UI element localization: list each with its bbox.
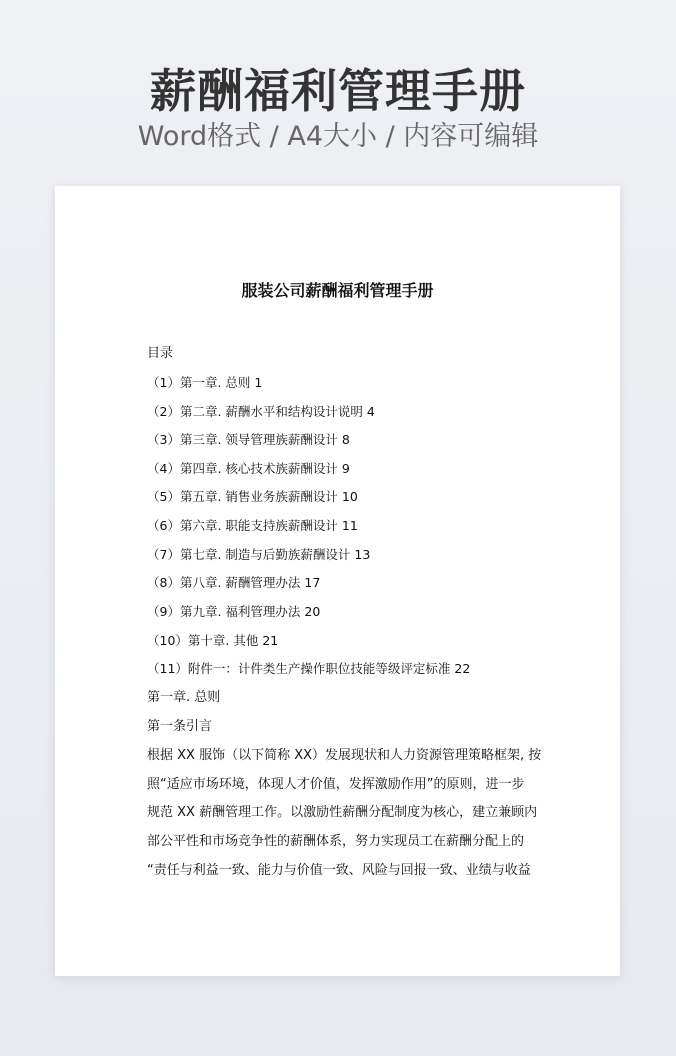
toc-item-text: 附件一：计件类生产操作职位技能等级评定标准 22: [187, 661, 471, 676]
toc-item: [147, 488, 358, 506]
toc-item-number: （3）: [147, 432, 180, 447]
body-line: 部公平性和市场竞争性的薪酬体系，努力实现员工在薪酬分配上的: [147, 834, 525, 849]
toc-item-number: （10）: [147, 633, 188, 648]
toc-item-text: 第十章. 其他 21: [187, 633, 279, 648]
toc-item: [147, 374, 262, 392]
banner-subtitle: Word格式 / A4大小 / 内容可编辑: [137, 121, 539, 152]
body-line: 规范 XX 薪酬管理工作。以激励性薪酬分配制度为核心，建立兼顾内: [147, 805, 538, 820]
toc-item-number: （11）: [147, 661, 188, 676]
toc-item: [147, 403, 375, 421]
toc-item-number: （7）: [147, 547, 180, 562]
toc-item-number: （4）: [147, 461, 180, 476]
toc-item-number: （9）: [147, 604, 180, 619]
toc-item: [147, 632, 278, 650]
toc-item: [147, 546, 370, 564]
chapter-heading: 第一章. 总则: [147, 690, 221, 705]
toc-item-text: 第一章. 总则 1: [179, 375, 263, 390]
toc-item-text: 第三章. 领导管理族薪酬设计 8: [179, 432, 350, 447]
toc-item-text: 第八章. 薪酬管理办法 17: [179, 575, 321, 590]
document-page: [55, 186, 620, 976]
toc-item-text: 第四章. 核心技术族薪酬设计 9: [179, 461, 350, 476]
toc-item-number: （1）: [147, 375, 180, 390]
toc-item: [147, 460, 350, 478]
article-heading: 第一条引言: [147, 719, 213, 734]
toc-item-text: 第六章. 职能支持族薪酬设计 11: [179, 518, 358, 533]
toc-item-number: （8）: [147, 575, 180, 590]
body-line: “责任与利益一致、能力与价值一致、风险与回报一致、业绩与收益: [147, 863, 531, 878]
toc-item-number: （5）: [147, 489, 180, 504]
toc-item-number: （6）: [147, 518, 180, 533]
toc-heading: 目录: [147, 346, 174, 361]
toc-item: [147, 574, 320, 592]
toc-item: [147, 431, 350, 449]
body-line: 照“适应市场环境，体现人才价值，发挥激励作用”的原则，进一步: [147, 777, 525, 792]
toc-item: [147, 517, 358, 535]
toc-item: [147, 660, 470, 678]
document-title: 服装公司薪酬福利管理手册: [241, 281, 434, 300]
toc-item-text: 第七章. 制造与后勤族薪酬设计 13: [179, 547, 371, 562]
toc-item-number: （2）: [147, 404, 180, 419]
toc-item-text: 第九章. 福利管理办法 20: [179, 604, 321, 619]
banner: [0, 0, 676, 180]
body-line: 根据 XX 服饰（以下简称 XX）发展现状和人力资源管理策略框架, 按: [147, 748, 542, 763]
banner-title: 薪酬福利管理手册: [150, 64, 526, 118]
toc-item-text: 第二章. 薪酬水平和结构设计说明 4: [179, 404, 375, 419]
toc-item: [147, 603, 320, 621]
toc-item-text: 第五章. 销售业务族薪酬设计 10: [179, 489, 358, 504]
